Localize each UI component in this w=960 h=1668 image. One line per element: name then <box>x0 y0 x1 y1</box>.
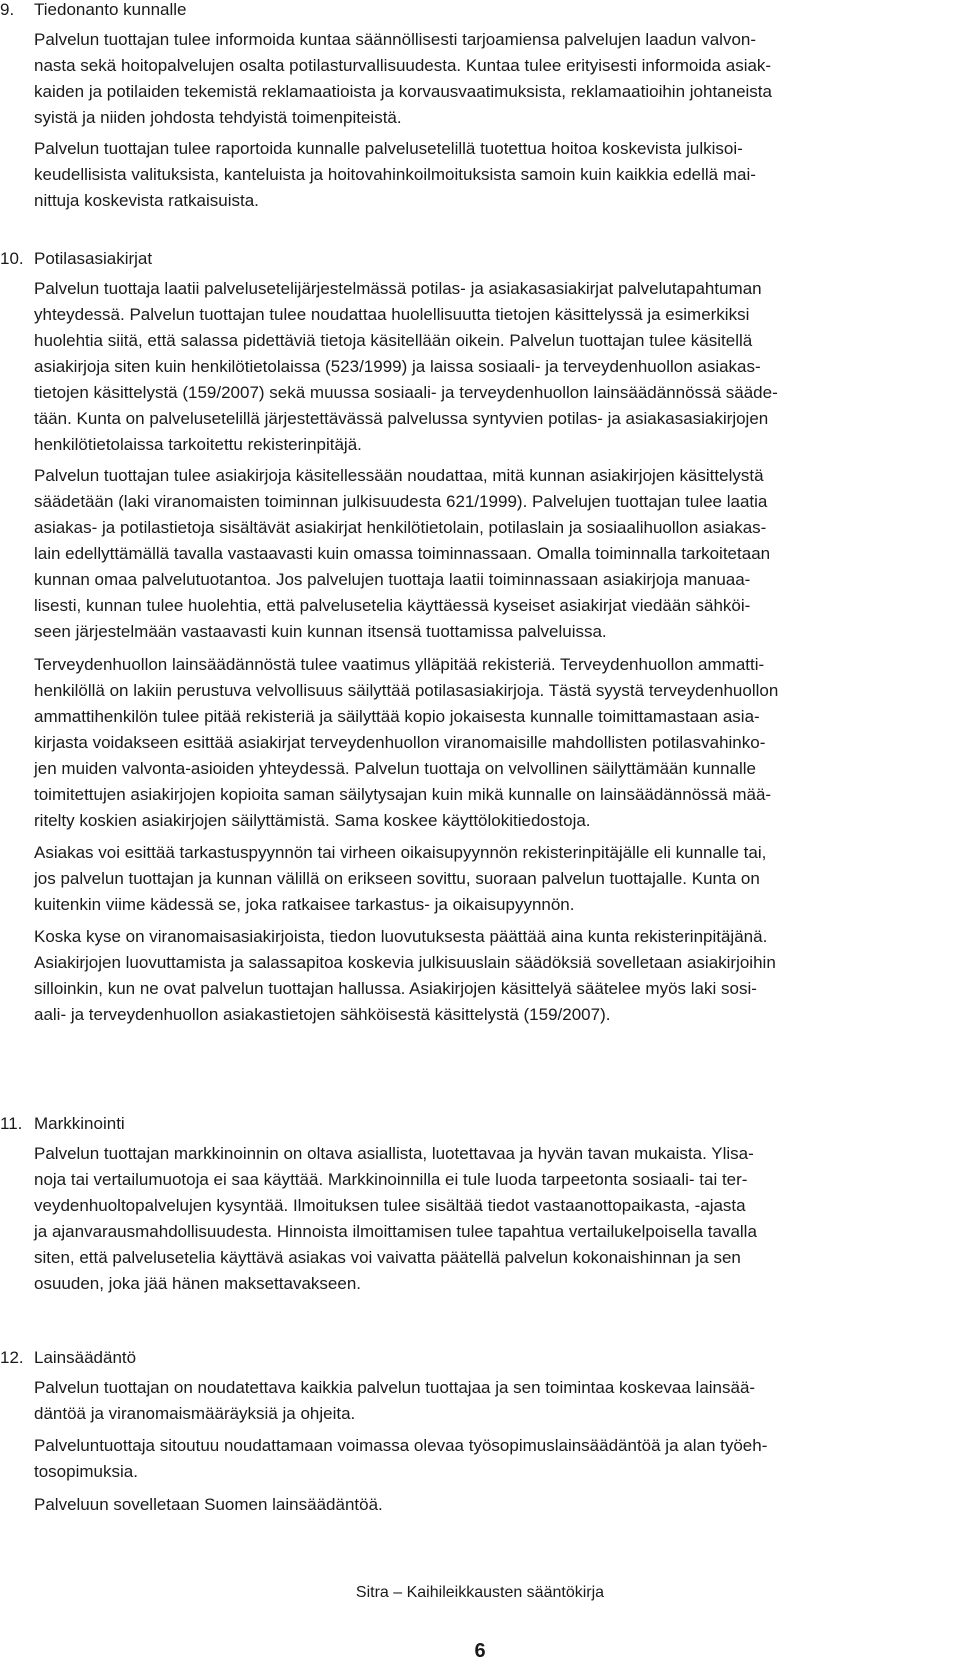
page-number: 6 <box>474 1640 486 1662</box>
text-line: däntöä ja viranomaismääräyksiä ja ohjeita. <box>34 1404 356 1423</box>
text-line: silloinkin, kun ne ovat palvelun tuottajan hallussa. Asiakirjojen käsittelyä säätelee myös laki sosi- <box>34 979 757 998</box>
section-number: 10. <box>0 249 24 268</box>
paragraph <box>34 1141 944 1297</box>
text-line: yhteydessä. Palvelun tuottajan tulee noudattaa huolellisuutta tietojen käsittelyssä ja esimerkiksi <box>34 305 750 324</box>
section-heading <box>0 246 152 272</box>
text-line: lisesti, kunnan tulee huolehtia, että palvelusetelia käyttäessä kyseiset asiakirjat viedään sähköi- <box>34 596 751 615</box>
text-line: Terveydenhuollon lainsäädännöstä tulee vaatimus ylläpitää rekisteriä. Terveydenhuollon ammatti- <box>34 655 765 674</box>
text-line: jen muiden valvonta-asioiden yhteydessä. Palvelun tuottaja on velvollinen säilyttämään kunnalle <box>34 759 757 778</box>
text-line: Palvelun tuottajan tulee informoida kuntaa säännöllisesti tarjoamiensa palvelujen laadun valvon- <box>34 30 757 49</box>
text-line: asiakirjoja siten kuin henkilötietolaissa (523/1999) ja laissa sosiaali- ja terveydenhuollon asiakas- <box>34 357 761 376</box>
text-line: siten, että palvelusetelia käyttävä asiakas voi vaivatta päätellä palvelun kokonaishinnan ja sen <box>34 1248 741 1267</box>
text-line: veydenhuoltopalvelujen kysyntää. Ilmoituksen tulee sisältää tiedot vastaanottopaikasta, -ajasta <box>34 1196 746 1215</box>
text-line: tosopimuksia. <box>34 1462 138 1481</box>
section-title: Markkinointi <box>34 1114 125 1133</box>
paragraph <box>34 652 944 834</box>
text-line: Palvelun tuottajan tulee asiakirjoja käsitellessään noudattaa, mitä kunnan asiakirjojen käsittelystä <box>34 466 764 485</box>
text-line: Palvelun tuottajan markkinoinnin on oltava asiallista, luotettavaa ja hyvän tavan mukaista. Ylisa- <box>34 1144 754 1163</box>
text-line: kaiden ja potilaiden tekemistä reklamaatioista ja korvausvaatimuksista, reklamaatioihin johtaneista <box>34 82 772 101</box>
section-heading <box>0 1111 125 1137</box>
text-line: Palveluun sovelletaan Suomen lainsäädäntöä. <box>34 1495 383 1514</box>
section-title: Tiedonanto kunnalle <box>34 0 187 19</box>
section-number: 9. <box>0 0 15 19</box>
paragraph <box>34 1375 944 1427</box>
text-line: Asiakas voi esittää tarkastuspyynnön tai virheen oikaisupyynnön rekisterinpitäjälle eli kunnalle tai, <box>34 843 767 862</box>
text-line: nittuja koskevista ratkaisuista. <box>34 191 259 210</box>
text-line: asiakas- ja potilastietoja sisältävät asiakirjat henkilötietolain, potilaslain ja sosiaalihuollon asiakas- <box>34 518 767 537</box>
text-line: aali- ja terveydenhuollon asiakastietojen sähköisestä käsittelystä (159/2007). <box>34 1005 611 1024</box>
text-line: lain edellyttämällä tavalla vastaavasti kuin omassa toiminnassaan. Omalla toiminnalla tarkoitetaan <box>34 544 771 563</box>
text-line: kirjasta voidakseen esittää asiakirjat terveydenhuollon viranomaisille mahdollisten potilasvahinko- <box>34 733 766 752</box>
footer-publication-title: Sitra – Kaihileikkausten sääntökirja <box>355 1584 605 1601</box>
paragraph <box>34 27 944 131</box>
text-line: keudellisista valituksista, kanteluista ja hoitovahinkoilmoituksista samoin kuin kaikkia edellä mai- <box>34 165 756 184</box>
text-line: kunnan omaa palvelutuotantoa. Jos palvelujen tuottaja laatii toiminnassaan asiakirjoja manuaa- <box>34 570 751 589</box>
section-heading <box>0 1345 136 1371</box>
section-heading <box>0 0 187 23</box>
text-line: nasta sekä hoitopalvelujen osalta potilasturvallisuudesta. Kuntaa tulee erityisesti informoida asiak- <box>34 56 772 75</box>
text-line: säädetään (laki viranomaisten toiminnan julkisuudesta 621/1999). Palvelujen tuottajan tulee laatia <box>34 492 768 511</box>
text-line: kuitenkin viime kädessä se, joka ratkaisee tarkastus- ja oikaisupyynnön. <box>34 895 575 914</box>
text-line: syistä ja niiden johdosta tehdyistä toimenpiteistä. <box>34 108 402 127</box>
paragraph <box>34 840 944 918</box>
paragraph <box>34 1433 944 1485</box>
text-line: osuuden, joka jää hänen maksettavakseen. <box>34 1274 362 1293</box>
paragraph <box>34 463 944 645</box>
text-line: henkilötietolaissa tarkoitettu rekisterinpitäjä. <box>34 435 362 454</box>
text-line: henkilöllä on lakiin perustuva velvollisuus säilyttää potilasasiakirjoja. Tästä syystä terveydenhuollon <box>34 681 779 700</box>
text-line: tään. Kunta on palvelusetelillä järjestettävässä palvelussa syntyvien potilas- ja asiakasasiakirjojen <box>34 409 769 428</box>
paragraph <box>34 1492 944 1518</box>
paragraph <box>34 924 944 1028</box>
text-line: toimitettujen asiakirjojen kopioita saman säilytysajan kuin mikä kunnalle on lainsäädännössä mää- <box>34 785 772 804</box>
text-line: noja tai vertailumuotoja ei saa käyttää. Markkinoinnilla ei tule luoda tarpeetonta sosiaali- tai ter- <box>34 1170 748 1189</box>
text-line: Palvelun tuottajan on noudatettava kaikkia palvelun tuottajaa ja sen toimintaa koskevaa lainsää- <box>34 1378 756 1397</box>
paragraph <box>34 136 944 214</box>
section-number: 11. <box>0 1114 23 1133</box>
text-line: huolehtia siitä, että salassa pidettäviä tietoja käsitellään oikein. Palvelun tuottajan tulee käsitellä <box>34 331 753 350</box>
text-line: Palvelun tuottajan tulee raportoida kunnalle palvelusetelillä tuotettua hoitoa koskevista julkisoi- <box>34 139 743 158</box>
text-line: jos palvelun tuottajan ja kunnan välillä on erikseen sovittu, suoraan palvelun tuottajalle. Kunta on <box>34 869 760 888</box>
section-title: Lainsäädäntö <box>34 1348 137 1367</box>
text-line: ammattihenkilön tulee pitää rekisteriä ja säilyttää kopio jokaisesta kunnalle toimittamastaan asia- <box>34 707 760 726</box>
text-line: Palveluntuottaja sitoutuu noudattamaan voimassa olevaa työsopimuslainsäädäntöä ja alan työeh- <box>34 1436 768 1455</box>
text-line: seen järjestelmään vastaavasti kuin kunnan itsensä tuottamissa palveluissa. <box>34 622 607 641</box>
text-line: tietojen käsittelystä (159/2007) sekä muussa sosiaali- ja terveydenhuollon lainsäädännössä sääde- <box>34 383 778 402</box>
text-line: ritelty koskien asiakirjojen säilyttämistä. Sama koskee käyttölokitiedostoja. <box>34 811 591 830</box>
text-line: Asiakirjojen luovuttamista ja salassapitoa koskevia julkisuuslain säädöksiä sovelletaan asiakirjoihin <box>34 953 776 972</box>
paragraph <box>34 276 944 458</box>
section-title: Potilasasiakirjat <box>34 249 153 268</box>
text-line: ja ajanvarausmahdollisuudesta. Hinnoista ilmoittamisen tulee tapahtua vertailukelpoisella tavalla <box>34 1222 757 1241</box>
text-line: Koska kyse on viranomaisasiakirjoista, tiedon luovutuksesta päättää aina kunta rekisterinpitäjänä. <box>34 927 768 946</box>
text-line: Palvelun tuottaja laatii palvelusetelijärjestelmässä potilas- ja asiakasasiakirjat palvelutapahtuman <box>34 279 762 298</box>
section-number: 12. <box>0 1348 24 1367</box>
